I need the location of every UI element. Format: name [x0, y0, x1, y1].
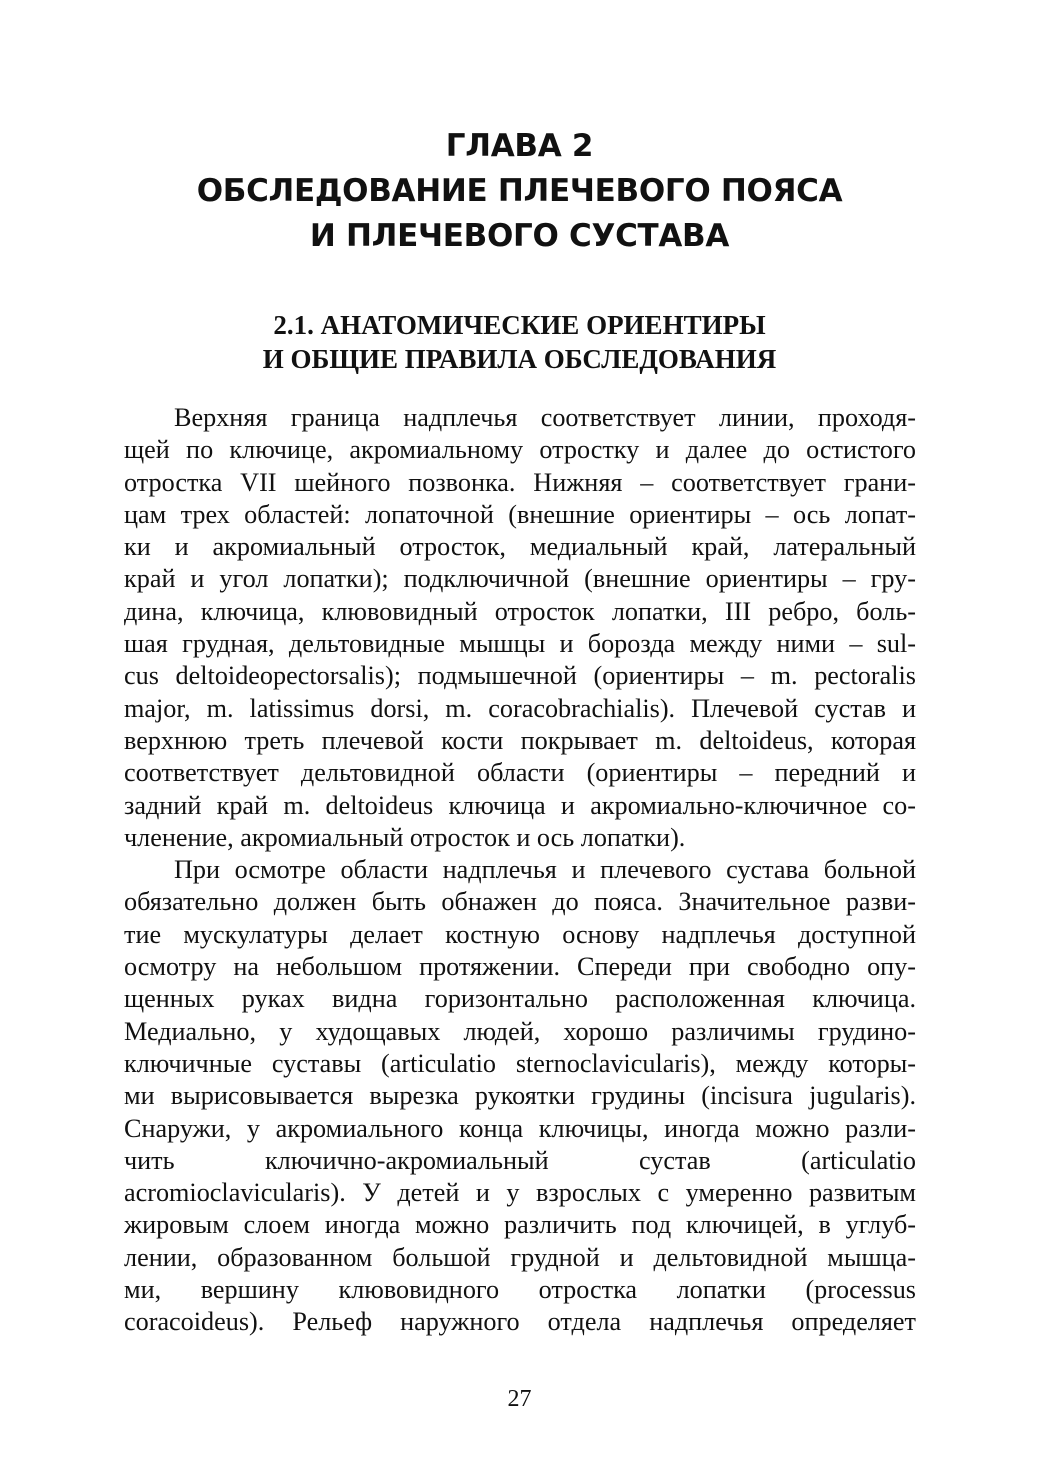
text-line: тие мускулатуры делает костную основу надплечья доступной: [124, 919, 916, 949]
text-line: чить ключично-акромиальный сустав (articulatio: [124, 1145, 916, 1175]
text-line: ки и акромиальный отросток, медиальный край, латеральный: [124, 532, 916, 562]
section-title-line-1: 2.1. АНАТОМИЧЕСКИЕ ОРИЕНТИРЫ: [273, 310, 766, 340]
text-line: щей по ключице, акромиальному отростку и далее до остистого: [124, 435, 916, 465]
chapter-title-line-1: ОБСЛЕДОВАНИЕ ПЛЕЧЕВОГО ПОЯСА: [196, 173, 843, 209]
body-text: [124, 402, 916, 1339]
text-line: acromioclavicularis). У детей и у взрослых с умеренно развитым: [124, 1178, 916, 1208]
text-line: край и угол лопатки); подключичной (внешние ориентиры – гру-: [124, 564, 916, 594]
text-line: major, m. latissimus dorsi, m. coracobrachialis). Плечевой сустав и: [124, 693, 916, 723]
text-line: обязательно должен быть обнажен до пояса. Значительное разви-: [124, 887, 916, 917]
text-line: лении, образованном большой грудной и дельтовидной мышца-: [124, 1242, 916, 1272]
text-line: cus deltoideopectorsalis); подмышечной (ориентиры – m. pectoralis: [124, 661, 916, 691]
text-line: При осмотре области надплечья и плечевого сустава больной: [174, 855, 916, 885]
text-line: дина, ключица, клювовидный отросток лопатки, III ребро, боль-: [124, 596, 916, 626]
text-line: соответствует дельтовидной области (ориентиры – передний и: [124, 758, 916, 788]
text-line: цам трех областей: лопаточной (внешние ориентиры – ось лопат-: [124, 499, 916, 529]
text-line: Снаружи, у акромиального конца ключицы, иногда можно разли-: [124, 1113, 916, 1143]
chapter-number: ГЛАВА 2: [445, 128, 594, 164]
paragraph-2: [124, 854, 916, 1338]
text-line: осмотру на небольшом протяжении. Спереди при свободно опу-: [124, 952, 916, 982]
text-line: щенных руках видна горизонтально расположенная ключица.: [124, 984, 916, 1014]
text-line: ми вырисовывается вырезка рукоятки грудины (incisura jugularis).: [124, 1081, 916, 1111]
text-line: задний край m. deltoideus ключица и акромиально-ключичное со-: [124, 790, 916, 820]
text-line: Верхняя граница надплечья соответствует линии, проходя-: [174, 403, 916, 432]
text-line: ми, вершину клювовидного отростка лопатки (processus: [124, 1275, 916, 1305]
text-line: coracoideus). Рельеф наружного отдела надплечья определяет: [124, 1307, 916, 1337]
paragraph-1: [124, 402, 916, 854]
text-line: членение, акромиальный отросток и ось лопатки).: [124, 822, 686, 852]
chapter-title-line-2: И ПЛЕЧЕВОГО СУСТАВА: [309, 218, 730, 254]
section-title-line-2: И ОБЩИЕ ПРАВИЛА ОБСЛЕДОВАНИЯ: [262, 344, 777, 374]
text-line: шая грудная, дельтовидные мышцы и борозда между ними – sul-: [124, 629, 916, 659]
text-line: ключичные суставы (articulatio sternoclavicularis), между которы-: [124, 1048, 916, 1078]
chapter-heading: [0, 124, 1039, 259]
section-heading: [0, 308, 1039, 376]
text-line: верхнюю треть плечевой кости покрывает m. deltoideus, которая: [124, 725, 916, 755]
page-number: 27: [507, 1386, 532, 1412]
text-line: отростка VII шейного позвонка. Нижняя – соответствует грани-: [124, 467, 916, 497]
text-line: жировым слоем иногда можно различить под ключицей, в углуб-: [124, 1210, 916, 1240]
text-line: Медиально, у худощавых людей, хорошо различимы грудино-: [124, 1016, 916, 1046]
